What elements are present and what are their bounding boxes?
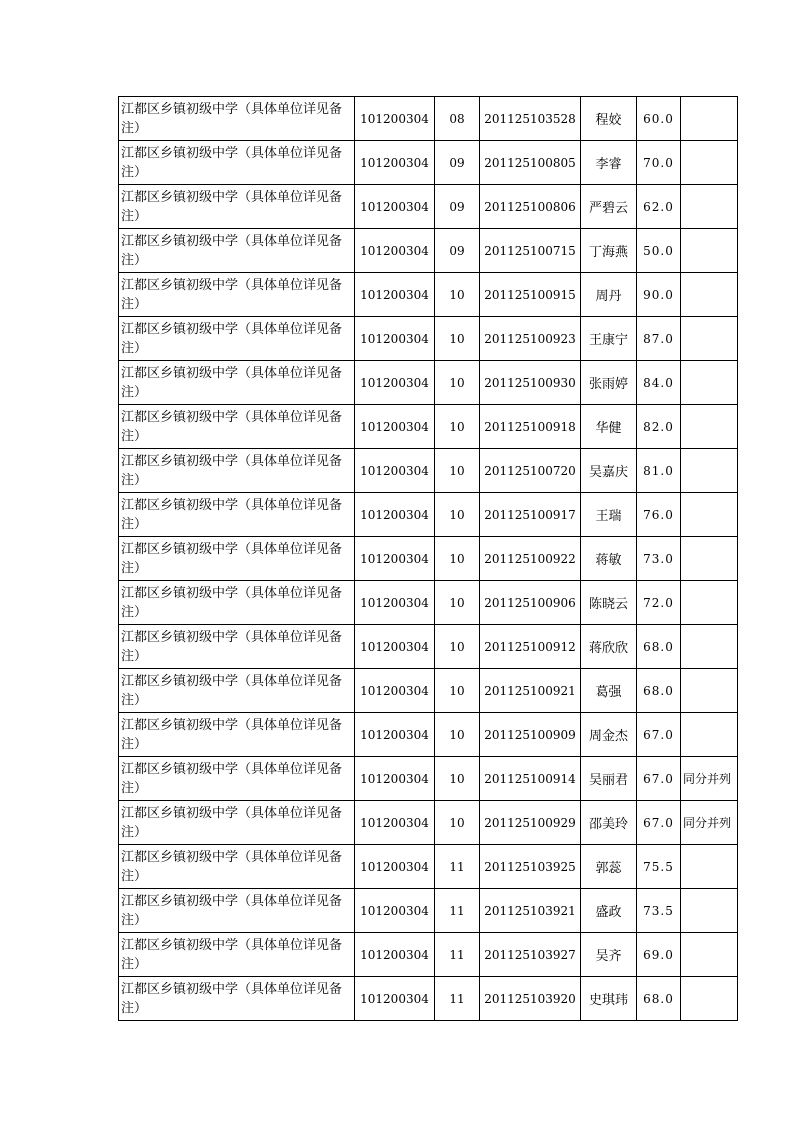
candidate-name-cell: 王瑞 — [581, 493, 637, 537]
table-row — [119, 273, 738, 317]
position-code-cell: 101200304 — [355, 933, 435, 977]
seq-cell: 10 — [435, 361, 480, 405]
exam-number-cell: 201125100921 — [480, 669, 581, 713]
position-code-cell: 101200304 — [355, 141, 435, 185]
exam-number-cell: 201125100720 — [480, 449, 581, 493]
exam-number-cell: 201125103920 — [480, 977, 581, 1021]
seq-cell: 10 — [435, 757, 480, 801]
seq-cell: 09 — [435, 141, 480, 185]
candidate-name-cell: 蒋敏 — [581, 537, 637, 581]
score-cell: 73.5 — [637, 889, 681, 933]
note-cell — [681, 141, 738, 185]
candidate-name-cell: 王康宁 — [581, 317, 637, 361]
table-row — [119, 405, 738, 449]
note-cell — [681, 625, 738, 669]
exam-number-cell: 201125100922 — [480, 537, 581, 581]
unit-cell: 江都区乡镇初级中学（具体单位详见备注） — [119, 845, 355, 889]
score-cell: 70.0 — [637, 141, 681, 185]
position-code-cell: 101200304 — [355, 493, 435, 537]
position-code-cell: 101200304 — [355, 669, 435, 713]
note-cell: 同分并列 — [681, 801, 738, 845]
seq-cell: 10 — [435, 625, 480, 669]
table-row — [119, 889, 738, 933]
score-cell: 87.0 — [637, 317, 681, 361]
exam-number-cell: 201125100909 — [480, 713, 581, 757]
table-row — [119, 141, 738, 185]
table-row — [119, 713, 738, 757]
position-code-cell: 101200304 — [355, 185, 435, 229]
table-row — [119, 669, 738, 713]
note-cell — [681, 229, 738, 273]
exam-number-cell: 201125100806 — [480, 185, 581, 229]
unit-cell: 江都区乡镇初级中学（具体单位详见备注） — [119, 97, 355, 141]
candidate-name-cell: 吴嘉庆 — [581, 449, 637, 493]
table-row — [119, 317, 738, 361]
score-cell: 50.0 — [637, 229, 681, 273]
position-code-cell: 101200304 — [355, 801, 435, 845]
exam-number-cell: 201125100912 — [480, 625, 581, 669]
unit-cell: 江都区乡镇初级中学（具体单位详见备注） — [119, 449, 355, 493]
table-row — [119, 97, 738, 141]
note-cell — [681, 933, 738, 977]
candidate-name-cell: 陈晓云 — [581, 581, 637, 625]
unit-cell: 江都区乡镇初级中学（具体单位详见备注） — [119, 977, 355, 1021]
score-cell: 73.0 — [637, 537, 681, 581]
position-code-cell: 101200304 — [355, 581, 435, 625]
score-cell: 75.5 — [637, 845, 681, 889]
table-row — [119, 757, 738, 801]
exam-number-cell: 201125100923 — [480, 317, 581, 361]
exam-number-cell: 201125100915 — [480, 273, 581, 317]
score-cell: 84.0 — [637, 361, 681, 405]
exam-number-cell: 201125100917 — [480, 493, 581, 537]
score-cell: 82.0 — [637, 405, 681, 449]
seq-cell: 10 — [435, 449, 480, 493]
score-cell: 81.0 — [637, 449, 681, 493]
note-cell — [681, 405, 738, 449]
unit-cell: 江都区乡镇初级中学（具体单位详见备注） — [119, 889, 355, 933]
score-cell: 76.0 — [637, 493, 681, 537]
candidate-name-cell: 李睿 — [581, 141, 637, 185]
exam-number-cell: 201125103921 — [480, 889, 581, 933]
table-row — [119, 185, 738, 229]
candidate-name-cell: 张雨婷 — [581, 361, 637, 405]
note-cell — [681, 317, 738, 361]
position-code-cell: 101200304 — [355, 537, 435, 581]
score-cell: 60.0 — [637, 97, 681, 141]
note-cell — [681, 273, 738, 317]
note-cell: 同分并列 — [681, 757, 738, 801]
position-code-cell: 101200304 — [355, 97, 435, 141]
score-cell: 62.0 — [637, 185, 681, 229]
unit-cell: 江都区乡镇初级中学（具体单位详见备注） — [119, 273, 355, 317]
unit-cell: 江都区乡镇初级中学（具体单位详见备注） — [119, 713, 355, 757]
unit-cell: 江都区乡镇初级中学（具体单位详见备注） — [119, 757, 355, 801]
table-row — [119, 845, 738, 889]
exam-number-cell: 201125100929 — [480, 801, 581, 845]
exam-number-cell: 201125100914 — [480, 757, 581, 801]
seq-cell: 10 — [435, 317, 480, 361]
candidate-name-cell: 吴齐 — [581, 933, 637, 977]
seq-cell: 10 — [435, 537, 480, 581]
note-cell — [681, 581, 738, 625]
table-body — [119, 97, 738, 1021]
position-code-cell: 101200304 — [355, 317, 435, 361]
candidate-name-cell: 葛强 — [581, 669, 637, 713]
exam-number-cell: 201125103925 — [480, 845, 581, 889]
exam-number-cell: 201125100715 — [480, 229, 581, 273]
exam-number-cell: 201125100805 — [480, 141, 581, 185]
unit-cell: 江都区乡镇初级中学（具体单位详见备注） — [119, 933, 355, 977]
note-cell — [681, 845, 738, 889]
unit-cell: 江都区乡镇初级中学（具体单位详见备注） — [119, 493, 355, 537]
seq-cell: 11 — [435, 977, 480, 1021]
position-code-cell: 101200304 — [355, 229, 435, 273]
position-code-cell: 101200304 — [355, 405, 435, 449]
exam-number-cell: 201125100906 — [480, 581, 581, 625]
seq-cell: 10 — [435, 493, 480, 537]
score-cell: 69.0 — [637, 933, 681, 977]
candidate-name-cell: 程姣 — [581, 97, 637, 141]
table-row — [119, 537, 738, 581]
score-cell: 68.0 — [637, 977, 681, 1021]
score-cell: 68.0 — [637, 625, 681, 669]
note-cell — [681, 449, 738, 493]
candidate-name-cell: 蒋欣欣 — [581, 625, 637, 669]
note-cell — [681, 361, 738, 405]
results-table — [118, 96, 738, 1021]
unit-cell: 江都区乡镇初级中学（具体单位详见备注） — [119, 141, 355, 185]
candidate-name-cell: 华健 — [581, 405, 637, 449]
candidate-name-cell: 盛政 — [581, 889, 637, 933]
position-code-cell: 101200304 — [355, 889, 435, 933]
score-cell: 72.0 — [637, 581, 681, 625]
table-row — [119, 493, 738, 537]
unit-cell: 江都区乡镇初级中学（具体单位详见备注） — [119, 185, 355, 229]
position-code-cell: 101200304 — [355, 757, 435, 801]
score-cell: 67.0 — [637, 713, 681, 757]
table-row — [119, 229, 738, 273]
note-cell — [681, 97, 738, 141]
table-row — [119, 933, 738, 977]
position-code-cell: 101200304 — [355, 977, 435, 1021]
seq-cell: 10 — [435, 713, 480, 757]
seq-cell: 10 — [435, 405, 480, 449]
seq-cell: 10 — [435, 273, 480, 317]
position-code-cell: 101200304 — [355, 625, 435, 669]
unit-cell: 江都区乡镇初级中学（具体单位详见备注） — [119, 625, 355, 669]
candidate-name-cell: 郭蕊 — [581, 845, 637, 889]
table-row — [119, 625, 738, 669]
candidate-name-cell: 邵美玲 — [581, 801, 637, 845]
exam-number-cell: 201125100918 — [480, 405, 581, 449]
seq-cell: 10 — [435, 669, 480, 713]
seq-cell: 11 — [435, 933, 480, 977]
seq-cell: 09 — [435, 229, 480, 273]
table-row — [119, 801, 738, 845]
score-cell: 67.0 — [637, 801, 681, 845]
seq-cell: 11 — [435, 889, 480, 933]
seq-cell: 11 — [435, 845, 480, 889]
score-cell: 67.0 — [637, 757, 681, 801]
table-row — [119, 449, 738, 493]
candidate-name-cell: 吴丽君 — [581, 757, 637, 801]
unit-cell: 江都区乡镇初级中学（具体单位详见备注） — [119, 317, 355, 361]
note-cell — [681, 537, 738, 581]
exam-number-cell: 201125100930 — [480, 361, 581, 405]
seq-cell: 10 — [435, 581, 480, 625]
note-cell — [681, 493, 738, 537]
seq-cell: 08 — [435, 97, 480, 141]
candidate-name-cell: 周丹 — [581, 273, 637, 317]
position-code-cell: 101200304 — [355, 361, 435, 405]
note-cell — [681, 669, 738, 713]
score-cell: 90.0 — [637, 273, 681, 317]
unit-cell: 江都区乡镇初级中学（具体单位详见备注） — [119, 669, 355, 713]
seq-cell: 09 — [435, 185, 480, 229]
candidate-name-cell: 丁海燕 — [581, 229, 637, 273]
unit-cell: 江都区乡镇初级中学（具体单位详见备注） — [119, 229, 355, 273]
table-row — [119, 361, 738, 405]
table-row — [119, 977, 738, 1021]
position-code-cell: 101200304 — [355, 273, 435, 317]
unit-cell: 江都区乡镇初级中学（具体单位详见备注） — [119, 361, 355, 405]
score-cell: 68.0 — [637, 669, 681, 713]
position-code-cell: 101200304 — [355, 713, 435, 757]
seq-cell: 10 — [435, 801, 480, 845]
unit-cell: 江都区乡镇初级中学（具体单位详见备注） — [119, 405, 355, 449]
position-code-cell: 101200304 — [355, 845, 435, 889]
candidate-name-cell: 史琪玮 — [581, 977, 637, 1021]
position-code-cell: 101200304 — [355, 449, 435, 493]
unit-cell: 江都区乡镇初级中学（具体单位详见备注） — [119, 801, 355, 845]
candidate-name-cell: 周金杰 — [581, 713, 637, 757]
exam-number-cell: 201125103528 — [480, 97, 581, 141]
note-cell — [681, 977, 738, 1021]
unit-cell: 江都区乡镇初级中学（具体单位详见备注） — [119, 537, 355, 581]
candidate-name-cell: 严碧云 — [581, 185, 637, 229]
exam-number-cell: 201125103927 — [480, 933, 581, 977]
note-cell — [681, 185, 738, 229]
table-row — [119, 581, 738, 625]
note-cell — [681, 713, 738, 757]
note-cell — [681, 889, 738, 933]
unit-cell: 江都区乡镇初级中学（具体单位详见备注） — [119, 581, 355, 625]
